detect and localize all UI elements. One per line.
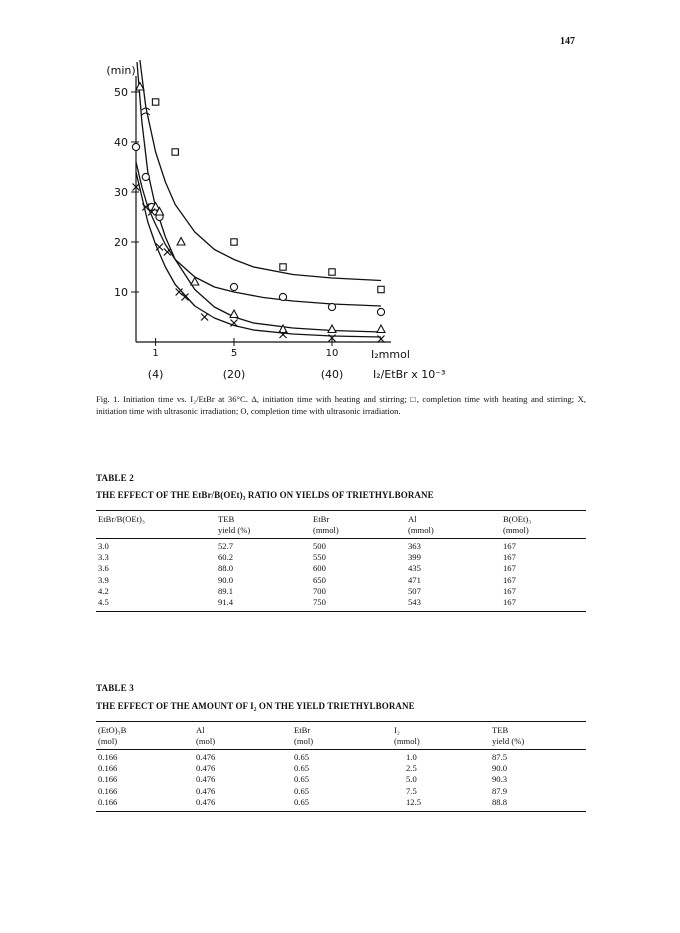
table-3-cell: 0.65 — [294, 763, 310, 774]
table-2-cell: 543 — [406, 597, 501, 612]
table-2-cell: 167 — [503, 541, 516, 551]
table-2-cell: 167 — [501, 597, 586, 612]
data-point-x — [201, 314, 208, 321]
table-3-header-unit: yield (%) — [490, 736, 586, 750]
table-2-cell: 52.7 — [218, 541, 234, 551]
data-point-square — [172, 149, 178, 155]
table-3-cell: 0.166 — [98, 763, 118, 774]
table-2-row — [96, 539, 586, 553]
table-3-cell: 88.8 — [490, 797, 586, 812]
table-2-subtitle: THE EFFECT OF THE EtBr/B(OEt)₃ RATIO ON YIELDS OF TRIETHYLBORANE — [96, 490, 434, 500]
table-2-cell: 471 — [408, 574, 421, 585]
table-3-header-unit: (mmol) — [392, 736, 490, 750]
table-3-cell: 1.0 — [406, 752, 417, 762]
table-2-cell: 3.9 — [98, 574, 109, 585]
data-point-triangle — [328, 325, 336, 333]
table-3-header: EtBr — [292, 722, 392, 737]
table-3-cell: 0.65 — [292, 797, 392, 812]
table-3-cell: 87.5 — [492, 752, 508, 762]
table-3-cell: 0.476 — [196, 774, 216, 785]
table-3-cell: 0.166 — [98, 774, 118, 785]
x-tick-label-secondary: (40) — [320, 368, 344, 381]
table-2-header: TEB — [216, 511, 311, 526]
y-axis-label: (min) — [106, 64, 136, 77]
table-2-cell: 167 — [503, 552, 516, 563]
data-point-circle — [230, 283, 237, 290]
table-3-cell: 0.476 — [196, 785, 216, 796]
y-tick-label: 50 — [114, 86, 128, 99]
table-3-row — [96, 763, 586, 774]
table-2-header-unit: (mmol) — [311, 525, 406, 539]
x-tick-label-secondary: (4) — [147, 368, 164, 381]
data-point-triangle — [230, 310, 238, 318]
table-2-cell: 507 — [408, 585, 421, 596]
data-point-circle — [377, 308, 384, 315]
table-3-cell: 0.65 — [294, 752, 310, 762]
table-3-cell: 2.5 — [406, 763, 417, 774]
data-point-square — [152, 99, 158, 105]
table-2-row — [96, 563, 586, 574]
table-2-header-unit: (mmol) — [406, 525, 501, 539]
table-2-cell: 4.2 — [98, 585, 109, 596]
table-2-cell: 90.0 — [218, 574, 234, 585]
table-3-header-unit: (mol) — [292, 736, 392, 750]
table-2-header-unit: (mmol) — [501, 525, 586, 539]
table-2-row — [96, 586, 586, 597]
x-tick-label: 1 — [152, 348, 159, 359]
data-point-circle — [328, 303, 335, 310]
data-point-square — [231, 239, 237, 245]
table-3-header: (EtO)₃B — [96, 722, 194, 737]
table-2-cell: 91.4 — [216, 597, 311, 612]
x-axis-label-secondary: I₂/EtBr x 10⁻³ — [373, 368, 446, 381]
table-2-cell: 435 — [408, 563, 421, 574]
x-tick-label-secondary: (20) — [222, 368, 246, 381]
table-3-cell: 0.166 — [96, 797, 194, 812]
data-point-triangle — [177, 238, 185, 246]
table-2-cell: 89.1 — [218, 585, 234, 596]
table-3-cell: 0.476 — [196, 763, 216, 774]
x-tick-label: 5 — [230, 348, 238, 359]
data-point-circle — [279, 293, 286, 300]
table-3-header: TEB — [490, 722, 586, 737]
data-point-triangle — [377, 325, 385, 333]
figure-caption: Fig. 1. Initiation time vs. I₂/EtBr at 36°C. Δ, initiation time with heating and stirring; □, completion time with heating and stirring; X, initiation time with ultrasonic irradiation; O, completion time with ultrasonic irradiation. — [96, 394, 586, 416]
table-3 — [96, 721, 586, 812]
table-2-header: B(OEt)₃ — [501, 511, 586, 526]
table-2-header-unit — [96, 525, 216, 539]
table-2-cell: 4.5 — [96, 597, 216, 612]
data-point-circle — [142, 173, 149, 180]
table-2 — [96, 510, 586, 612]
table-2-cell: 750 — [311, 597, 406, 612]
table-2-cell: 167 — [503, 585, 516, 596]
x-axis-label: I₂mmol — [371, 348, 410, 361]
x-tick-label: 10 — [325, 348, 339, 359]
table-3-row — [96, 797, 586, 812]
table-3-subtitle: THE EFFECT OF THE AMOUNT OF I₂ ON THE YIELD TRIETHYLBORANE — [96, 701, 415, 711]
table-3-cell: 90.3 — [492, 774, 508, 785]
table-2-cell: 600 — [313, 563, 326, 574]
table-2-cell: 3.0 — [98, 541, 109, 551]
table-2-cell: 500 — [313, 541, 326, 551]
data-point-square — [378, 286, 384, 292]
table-2-cell: 167 — [503, 574, 516, 585]
table-3-row — [96, 774, 586, 785]
data-point-square — [329, 269, 335, 275]
table-2-header: Al — [406, 511, 501, 526]
table-2-cell: 363 — [408, 541, 421, 551]
table-3-header: Al — [194, 722, 292, 737]
fit-curve-0 — [139, 60, 381, 281]
table-2-cell: 167 — [503, 563, 516, 574]
table-2-cell: 3.3 — [98, 552, 109, 563]
table-2-header-unit: yield (%) — [216, 525, 311, 539]
table-3-cell: 0.65 — [294, 774, 310, 785]
table-3-cell: 0.476 — [196, 752, 216, 762]
fit-curve-1 — [136, 162, 381, 306]
table-3-cell: 5.0 — [406, 774, 417, 785]
table-3-cell: 90.0 — [492, 763, 508, 774]
table-3-cell: 12.5 — [392, 797, 490, 812]
table-2-cell: 88.0 — [218, 563, 234, 574]
y-tick-label: 40 — [114, 136, 128, 149]
table-2-cell: 3.6 — [98, 563, 109, 574]
table-3-header-unit: (mol) — [194, 736, 292, 750]
y-tick-label: 20 — [114, 236, 128, 249]
table-2-cell: 650 — [313, 574, 326, 585]
table-3-cell: 0.65 — [294, 785, 310, 796]
table-2-row — [96, 597, 586, 612]
y-tick-label: 30 — [114, 186, 128, 199]
table-3-cell: 0.166 — [98, 785, 118, 796]
table-2-cell: 60.2 — [218, 552, 234, 563]
table-2-cell: 550 — [313, 552, 326, 563]
table-3-header: I₂ — [392, 722, 490, 737]
table-3-cell: 7.5 — [406, 785, 417, 796]
table-2-cell: 399 — [408, 552, 421, 563]
table-3-row — [96, 750, 586, 764]
table-2-row — [96, 552, 586, 563]
table-3-cell: 0.476 — [194, 797, 292, 812]
table-3-header-unit: (mol) — [96, 736, 194, 750]
figure-1-chart — [86, 60, 526, 390]
data-point-square — [280, 264, 286, 270]
page-number: 147 — [560, 36, 575, 47]
y-tick-label: 10 — [114, 286, 128, 299]
table-2-title: TABLE 2 — [96, 473, 134, 483]
table-2-header: EtBr — [311, 511, 406, 526]
table-3-cell: 87.9 — [492, 785, 508, 796]
fit-curve-2 — [137, 62, 381, 332]
table-3-title: TABLE 3 — [96, 683, 134, 693]
table-2-header: EtBr/B(OEt)₃ — [96, 511, 216, 526]
data-point-circle — [132, 143, 139, 150]
table-2-cell: 700 — [313, 585, 326, 596]
table-2-row — [96, 575, 586, 586]
table-3-cell: 0.166 — [98, 752, 118, 762]
table-3-row — [96, 786, 586, 797]
